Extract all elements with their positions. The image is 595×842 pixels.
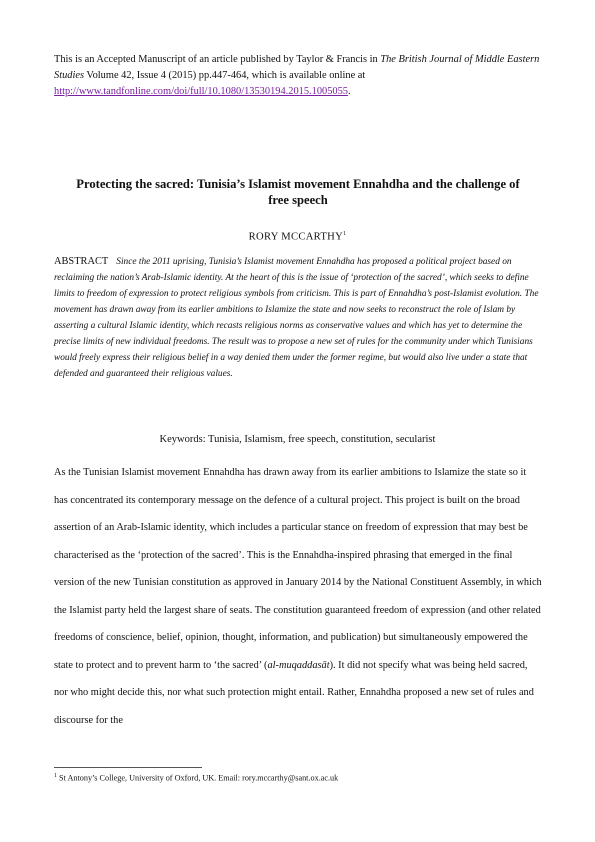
body-italic-term: al-muqaddasāt	[267, 659, 330, 671]
journal-name: The British Journal of Middle Eastern Studies	[54, 54, 540, 81]
footnote-divider	[54, 767, 202, 768]
abstract	[54, 254, 542, 382]
footnote-text: St Antony’s College, University of Oxford, UK. Email: rory.mccarthy@sant.ox.ac.uk	[57, 773, 339, 783]
body-text-part1: As the Tunisian Islamist movement Ennahdha has drawn away from its earlier ambitions to Islamize the state so it has concentrated its contemporary message on the defence of a cultural project. This project is built on the broad assertion of an Arab-Islamic identity, which includes a particular stance on freedom of expression that may best be characterised as the ‘protection of the sacred’. This is the Ennahdha-inspired phrasing that emerged in the final version of the new Tunisian constitution as approved in January 2014 by the National Constituent Assembly, in which the Islamist party held the largest share of seats. The constitution guaranteed freedom of expression (and other related freedoms of conscience, belief, opinion, thought, information, and publication) but simultaneously empowered the state to protect and to prevent harm to ‘the sacred’ (	[54, 467, 542, 671]
keywords: Keywords: Tunisia, Islamism, free speech, constitution, secularist	[159, 434, 436, 445]
abstract-label: ABSTRACT	[54, 256, 109, 267]
notice-text-before: This is an Accepted Manuscript of an article published by Taylor & Francis in	[54, 54, 381, 65]
author-footnote-mark: 1	[343, 231, 347, 237]
body-paragraph	[54, 459, 542, 734]
publication-notice	[54, 52, 544, 100]
notice-text-after: Volume 42, Issue 4 (2015) pp.447-464, which is available online at	[84, 70, 366, 81]
body-text-part2: ). It did not specify what was being held sacred, nor who might decide this, nor what such protection might entail. Rather, Ennahdha proposed a new set of rules and discourse for the	[54, 659, 534, 726]
footnote	[54, 773, 542, 783]
footnote-mark: 1	[54, 773, 57, 779]
notice-end: .	[348, 86, 351, 97]
author-line	[0, 231, 595, 243]
article-title: Protecting the sacred: Tunisia’s Islamist movement Ennahdha and the challenge of free speech	[76, 177, 520, 207]
abstract-text: Since the 2011 uprising, Tunisia’s Islamist movement Ennahdha has proposed a political project based on reclaiming the nation’s Arab-Islamic identity. At the heart of this is the issue of ‘protection of the sacred’, which seeks to define limits to freedom of expression to protect religious symbols from criticism. This is part of Ennahdha’s post-Islamist evolution. The movement has drawn away from its earlier ambitions to Islamize the state and now seeks to reconstruct the role of Islam by asserting a cultural Islamic identity, which recasts religious norms as conservative values and which has yet to determine the precise limits of new individual freedoms. The result was to propose a new set of rules for the community under which Tunisians would freely express their religious belief in a way denied them under the former regime, but would also live under a state that defended and guaranteed their religious values.	[54, 257, 539, 379]
author-name: RORY MCCARTHY	[248, 231, 344, 243]
doi-link[interactable]: http://www.tandfonline.com/doi/full/10.1080/13530194.2015.1005055	[54, 86, 348, 97]
